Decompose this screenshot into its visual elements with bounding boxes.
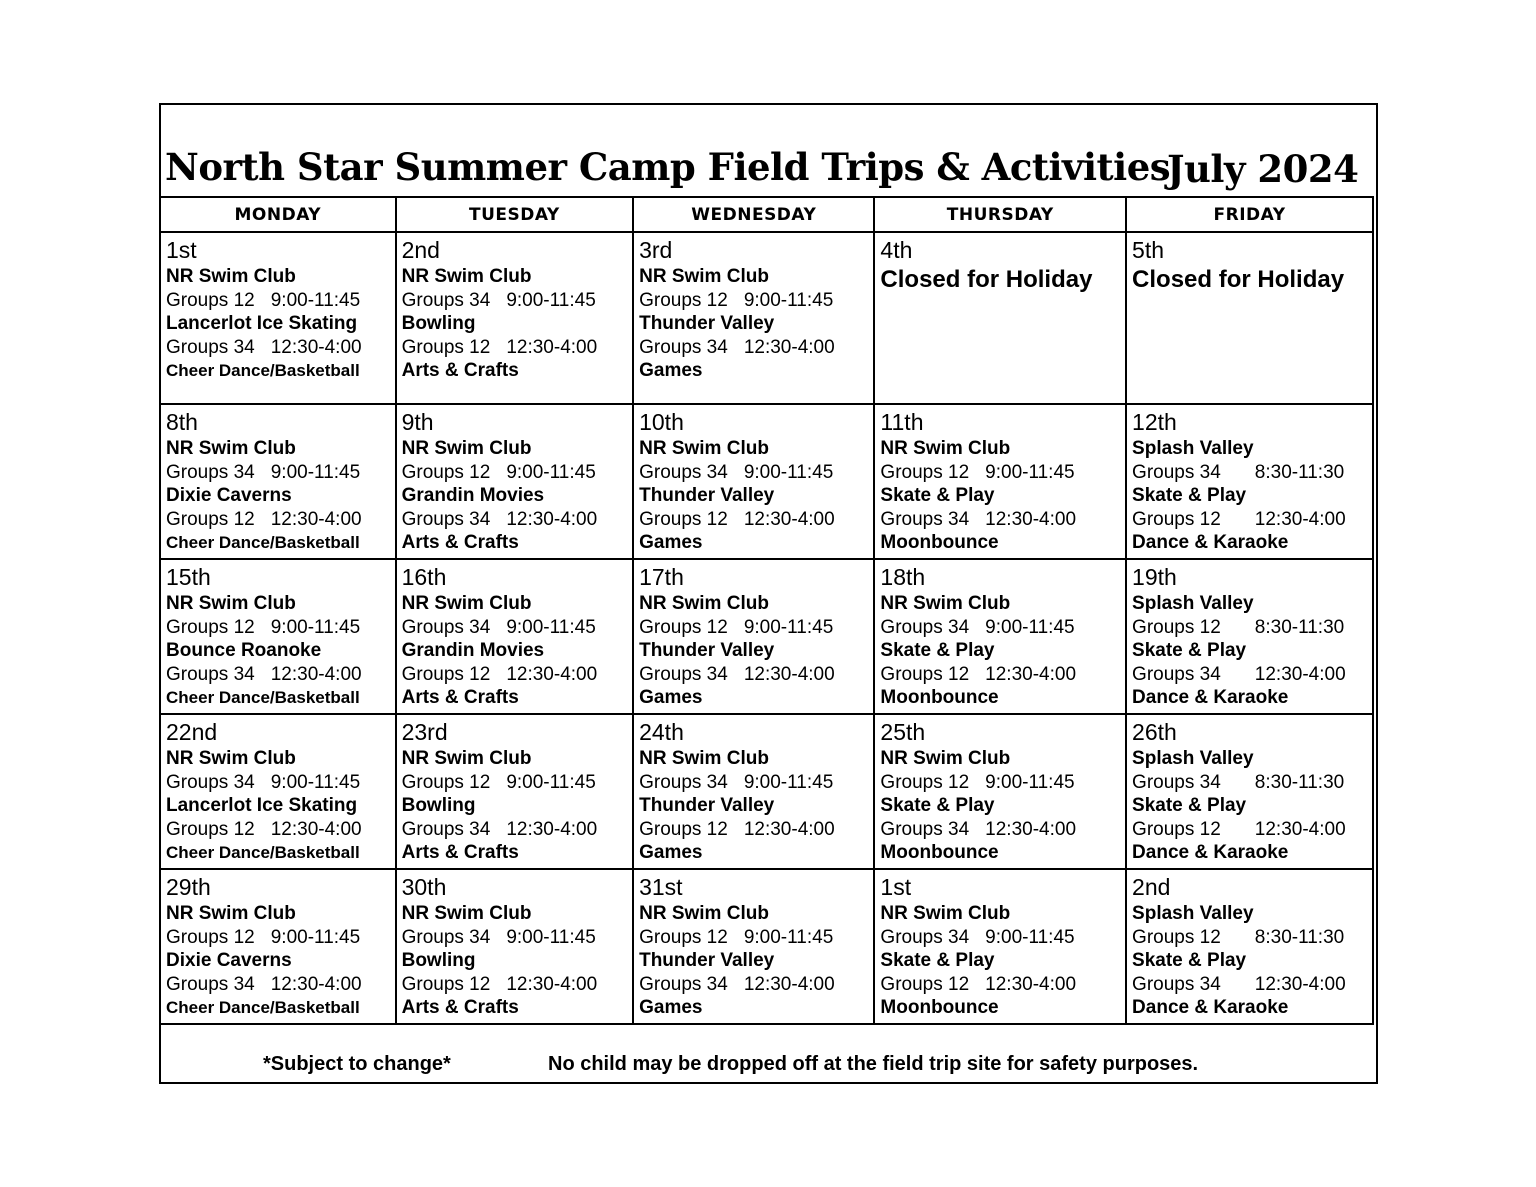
activity-label: Thunder Valley (639, 795, 775, 816)
day-date: 1st (166, 237, 197, 263)
time-range: 12:30-4:00 (985, 508, 1077, 530)
group-schedule (639, 616, 869, 640)
activity-label: Skate & Play (1132, 795, 1247, 816)
time-range: 9:00-11:45 (743, 289, 834, 311)
group-schedule (166, 973, 391, 997)
activity-label: Cheer Dance/Basketball (166, 843, 360, 862)
day-date: 26th (1132, 719, 1177, 745)
time-range: 12:30-4:00 (1254, 818, 1346, 840)
activity-label: Moonbounce (880, 687, 999, 708)
group-schedule (639, 818, 869, 842)
activity-label: Skate & Play (1132, 950, 1247, 971)
activity-label: Arts & Crafts (401, 997, 519, 1018)
activity-label: Games (639, 360, 703, 381)
day-date: 8th (166, 409, 198, 435)
day-date: 22nd (166, 719, 218, 745)
group-label: Groups 12 (880, 973, 970, 995)
group-schedule (402, 616, 629, 640)
group-schedule (166, 461, 391, 485)
week-row (160, 232, 1373, 404)
day-cell (1126, 404, 1373, 559)
time-range: 9:00-11:45 (270, 771, 361, 793)
time-range: 8:30-11:30 (1254, 461, 1345, 483)
group-label: Groups 12 (639, 508, 728, 530)
activity-label: Arts & Crafts (401, 532, 519, 553)
group-schedule (402, 973, 629, 997)
time-range: 9:00-11:45 (743, 771, 834, 793)
holiday-label: Closed for Holiday (1132, 266, 1345, 293)
activity-label: NR Swim Club (880, 748, 1011, 769)
activity-label: Cheer Dance/Basketball (166, 361, 360, 380)
activity-label: Splash Valley (1132, 903, 1254, 924)
activity-label: Skate & Play (880, 795, 995, 816)
time-range: 9:00-11:45 (743, 461, 834, 483)
day-cell (633, 404, 874, 559)
day-date: 31st (639, 874, 683, 900)
activity-label: Bowling (401, 313, 476, 334)
time-range: 9:00-11:45 (506, 926, 596, 948)
group-schedule (1132, 663, 1368, 687)
activity-label: Games (639, 997, 703, 1018)
day-cell (1126, 714, 1373, 869)
group-label: Groups 34 (401, 818, 491, 840)
activity-label: Cheer Dance/Basketball (166, 998, 360, 1017)
day-date: 23rd (401, 719, 448, 745)
group-schedule (880, 616, 1121, 640)
group-label: Groups 12 (401, 663, 491, 685)
group-label: Groups 34 (880, 818, 970, 840)
group-schedule (639, 926, 869, 950)
activity-label: NR Swim Club (639, 748, 769, 769)
day-date: 5th (1132, 237, 1165, 263)
weekday-header-monday: MONDAY (160, 197, 396, 232)
time-range: 12:30-4:00 (506, 663, 598, 685)
group-label: Groups 34 (639, 336, 728, 358)
activity-label: Skate & Play (1132, 485, 1247, 506)
time-range: 8:30-11:30 (1254, 771, 1345, 793)
group-schedule (639, 508, 869, 532)
time-range: 12:30-4:00 (743, 818, 835, 840)
group-schedule (166, 818, 391, 842)
holiday-label: Closed for Holiday (880, 266, 1093, 293)
activity-label: NR Swim Club (401, 593, 532, 614)
group-schedule (1132, 973, 1368, 997)
activity-label: Arts & Crafts (401, 360, 519, 381)
activity-label: Skate & Play (880, 640, 995, 661)
activity-label: Dixie Caverns (166, 950, 292, 971)
group-label: Groups 12 (166, 289, 255, 311)
activity-label: NR Swim Club (880, 438, 1011, 459)
activity-label: Dixie Caverns (166, 485, 292, 506)
group-label: Groups 12 (166, 616, 255, 638)
time-range: 12:30-4:00 (1254, 663, 1346, 685)
group-schedule (402, 926, 629, 950)
activity-label: Bounce Roanoke (166, 640, 322, 661)
activity-label: NR Swim Club (166, 748, 296, 769)
group-label: Groups 34 (1132, 973, 1221, 995)
group-label: Groups 12 (401, 461, 491, 483)
group-label: Groups 34 (880, 926, 970, 948)
group-schedule (166, 616, 391, 640)
group-schedule (880, 771, 1121, 795)
group-schedule (166, 926, 391, 950)
day-cell (633, 232, 874, 404)
day-cell (396, 559, 634, 714)
time-range: 12:30-4:00 (270, 973, 362, 995)
group-schedule (880, 508, 1121, 532)
day-cell (160, 559, 396, 714)
calendar-table (159, 196, 1374, 1025)
group-schedule (166, 508, 391, 532)
group-label: Groups 12 (401, 771, 491, 793)
day-date: 2nd (1132, 874, 1171, 900)
day-cell (1126, 869, 1373, 1024)
day-date: 17th (639, 564, 684, 590)
group-schedule (1132, 461, 1368, 485)
activity-label: NR Swim Club (880, 593, 1011, 614)
time-range: 9:00-11:45 (506, 616, 596, 638)
day-date: 1st (880, 874, 912, 900)
day-date: 9th (401, 409, 434, 435)
group-schedule (639, 336, 869, 360)
safety-note: No child may be dropped off at the field trip site for safety purposes. (548, 1053, 1199, 1075)
group-label: Groups 12 (639, 289, 728, 311)
activity-label: Lancerlot Ice Skating (166, 313, 358, 334)
day-date: 16th (401, 564, 447, 590)
day-date: 12th (1132, 409, 1177, 435)
activity-label: Dance & Karaoke (1132, 687, 1289, 708)
day-cell (160, 232, 396, 404)
day-cell (396, 869, 634, 1024)
activity-label: NR Swim Club (166, 438, 296, 459)
day-date: 24th (639, 719, 684, 745)
group-label: Groups 12 (639, 926, 728, 948)
time-range: 9:00-11:45 (743, 926, 834, 948)
group-schedule (166, 289, 391, 313)
group-label: Groups 12 (1132, 818, 1221, 840)
activity-label: Thunder Valley (639, 950, 775, 971)
weekday-header-row (160, 197, 1373, 232)
group-label: Groups 12 (1132, 616, 1221, 638)
group-schedule (402, 508, 629, 532)
activity-label: NR Swim Club (639, 438, 769, 459)
activity-label: Arts & Crafts (401, 842, 519, 863)
group-label: Groups 34 (1132, 663, 1221, 685)
week-row (160, 559, 1373, 714)
time-range: 12:30-4:00 (270, 508, 362, 530)
activity-label: Skate & Play (880, 950, 995, 971)
time-range: 12:30-4:00 (743, 973, 835, 995)
calendar-body (160, 232, 1373, 1024)
activity-label: Moonbounce (880, 842, 999, 863)
day-cell (633, 559, 874, 714)
group-label: Groups 34 (639, 973, 728, 995)
activity-label: Thunder Valley (639, 485, 775, 506)
group-label: Groups 34 (401, 508, 491, 530)
week-row (160, 714, 1373, 869)
activity-label: Grandin Movies (401, 640, 545, 661)
group-label: Groups 12 (880, 663, 970, 685)
activity-label: NR Swim Club (401, 903, 532, 924)
time-range: 12:30-4:00 (985, 663, 1077, 685)
group-schedule (1132, 616, 1368, 640)
time-range: 9:00-11:45 (743, 616, 834, 638)
activity-label: NR Swim Club (166, 266, 296, 287)
day-cell (160, 869, 396, 1024)
time-range: 9:00-11:45 (506, 771, 596, 793)
activity-label: Arts & Crafts (401, 687, 519, 708)
time-range: 9:00-11:45 (506, 289, 596, 311)
group-schedule (402, 461, 629, 485)
day-date: 18th (880, 564, 926, 590)
day-date: 29th (166, 874, 211, 900)
activity-label: Skate & Play (1132, 640, 1247, 661)
activity-label: NR Swim Club (401, 748, 532, 769)
group-label: Groups 12 (166, 508, 255, 530)
day-cell (874, 714, 1126, 869)
title-row (161, 105, 1376, 197)
day-cell (874, 232, 1126, 404)
time-range: 12:30-4:00 (985, 973, 1077, 995)
activity-label: Cheer Dance/Basketball (166, 688, 360, 707)
day-date: 3rd (639, 237, 673, 263)
group-schedule (1132, 818, 1368, 842)
day-date: 15th (166, 564, 211, 590)
group-schedule (639, 973, 869, 997)
group-schedule (880, 973, 1121, 997)
time-range: 9:00-11:45 (270, 289, 361, 311)
time-range: 8:30-11:30 (1254, 616, 1345, 638)
time-range: 12:30-4:00 (506, 818, 598, 840)
time-range: 9:00-11:45 (506, 461, 596, 483)
time-range: 12:30-4:00 (506, 508, 598, 530)
activity-label: NR Swim Club (401, 438, 532, 459)
group-schedule (402, 336, 629, 360)
activity-label: NR Swim Club (639, 903, 769, 924)
activity-label: Dance & Karaoke (1132, 842, 1289, 863)
day-cell (396, 404, 634, 559)
group-schedule (639, 771, 869, 795)
time-range: 9:00-11:45 (985, 926, 1075, 948)
activity-label: NR Swim Club (166, 593, 296, 614)
activity-label: NR Swim Club (639, 593, 769, 614)
day-cell (1126, 559, 1373, 714)
group-schedule (639, 289, 869, 313)
group-schedule (880, 818, 1121, 842)
group-schedule (402, 818, 629, 842)
group-label: Groups 34 (1132, 771, 1221, 793)
time-range: 12:30-4:00 (270, 336, 362, 358)
day-date: 10th (639, 409, 684, 435)
group-label: Groups 34 (166, 771, 255, 793)
day-cell (160, 714, 396, 869)
activity-label: Games (639, 532, 703, 553)
activity-label: Games (639, 687, 703, 708)
group-label: Groups 34 (166, 336, 255, 358)
day-cell (874, 404, 1126, 559)
group-label: Groups 12 (166, 818, 255, 840)
activity-label: Thunder Valley (639, 313, 775, 334)
weekday-header-wednesday: WEDNESDAY (633, 197, 874, 232)
group-label: Groups 12 (880, 461, 970, 483)
activity-label: Moonbounce (880, 997, 999, 1018)
activity-label: Lancerlot Ice Skating (166, 795, 358, 816)
time-range: 9:00-11:45 (270, 926, 361, 948)
calendar-frame (159, 103, 1378, 1084)
day-date: 25th (880, 719, 926, 745)
day-cell (1126, 232, 1373, 404)
group-label: Groups 34 (880, 616, 970, 638)
activity-label: Games (639, 842, 703, 863)
group-label: Groups 12 (1132, 508, 1221, 530)
weekday-header-tuesday: TUESDAY (396, 197, 634, 232)
group-label: Groups 12 (401, 336, 491, 358)
activity-label: Splash Valley (1132, 748, 1254, 769)
day-date: 11th (880, 409, 924, 435)
group-schedule (166, 663, 391, 687)
time-range: 12:30-4:00 (270, 663, 362, 685)
time-range: 9:00-11:45 (270, 616, 361, 638)
day-cell (633, 869, 874, 1024)
day-cell (874, 559, 1126, 714)
group-label: Groups 12 (639, 818, 728, 840)
subject-to-change-note: *Subject to change* (263, 1053, 451, 1075)
group-label: Groups 12 (1132, 926, 1221, 948)
group-schedule (166, 336, 391, 360)
weekday-header-thursday: THURSDAY (874, 197, 1126, 232)
group-label: Groups 34 (880, 508, 970, 530)
group-schedule (402, 289, 629, 313)
group-label: Groups 34 (639, 663, 728, 685)
time-range: 12:30-4:00 (270, 818, 362, 840)
activity-label: Splash Valley (1132, 593, 1254, 614)
weekday-header-friday: FRIDAY (1126, 197, 1373, 232)
day-cell (396, 714, 634, 869)
time-range: 9:00-11:45 (270, 461, 361, 483)
time-range: 12:30-4:00 (1254, 973, 1346, 995)
activity-label: NR Swim Club (401, 266, 532, 287)
group-schedule (402, 663, 629, 687)
time-range: 9:00-11:45 (985, 771, 1075, 793)
activity-label: NR Swim Club (166, 903, 296, 924)
group-label: Groups 34 (639, 771, 728, 793)
week-row (160, 869, 1373, 1024)
time-range: 9:00-11:45 (985, 461, 1075, 483)
time-range: 8:30-11:30 (1254, 926, 1345, 948)
group-label: Groups 34 (401, 616, 491, 638)
day-date: 4th (880, 237, 913, 263)
group-schedule (880, 663, 1121, 687)
time-range: 12:30-4:00 (506, 336, 598, 358)
activity-label: Bowling (401, 950, 476, 971)
day-cell (633, 714, 874, 869)
group-label: Groups 34 (639, 461, 728, 483)
group-schedule (639, 461, 869, 485)
group-label: Groups 34 (166, 973, 255, 995)
group-schedule (880, 926, 1121, 950)
activity-label: Thunder Valley (639, 640, 775, 661)
group-label: Groups 12 (166, 926, 255, 948)
group-label: Groups 34 (166, 461, 255, 483)
month-label: July 2024 (1167, 147, 1359, 191)
time-range: 9:00-11:45 (985, 616, 1075, 638)
time-range: 12:30-4:00 (743, 336, 835, 358)
day-date: 30th (401, 874, 447, 900)
group-label: Groups 34 (166, 663, 255, 685)
day-date: 19th (1132, 564, 1177, 590)
activity-label: Dance & Karaoke (1132, 997, 1289, 1018)
day-cell (160, 404, 396, 559)
activity-label: Splash Valley (1132, 438, 1254, 459)
group-label: Groups 34 (401, 289, 491, 311)
group-label: Groups 34 (1132, 461, 1221, 483)
group-schedule (402, 771, 629, 795)
activity-label: Cheer Dance/Basketball (166, 533, 360, 552)
time-range: 12:30-4:00 (506, 973, 598, 995)
page-title: North Star Summer Camp Field Trips & Activities (165, 145, 1171, 189)
day-cell (874, 869, 1126, 1024)
group-schedule (639, 663, 869, 687)
week-row (160, 404, 1373, 559)
activity-label: Skate & Play (880, 485, 995, 506)
group-schedule (1132, 771, 1368, 795)
group-schedule (880, 461, 1121, 485)
day-date: 2nd (401, 237, 440, 263)
day-cell (396, 232, 634, 404)
activity-label: Grandin Movies (401, 485, 545, 506)
time-range: 12:30-4:00 (743, 508, 835, 530)
time-range: 12:30-4:00 (985, 818, 1077, 840)
group-label: Groups 12 (880, 771, 970, 793)
group-schedule (1132, 926, 1368, 950)
activity-label: Bowling (401, 795, 476, 816)
group-label: Groups 12 (639, 616, 728, 638)
time-range: 12:30-4:00 (1254, 508, 1346, 530)
time-range: 12:30-4:00 (743, 663, 835, 685)
activity-label: NR Swim Club (639, 266, 769, 287)
group-schedule (1132, 508, 1368, 532)
group-label: Groups 12 (401, 973, 491, 995)
activity-label: NR Swim Club (880, 903, 1011, 924)
group-label: Groups 34 (401, 926, 491, 948)
activity-label: Dance & Karaoke (1132, 532, 1289, 553)
group-schedule (166, 771, 391, 795)
activity-label: Moonbounce (880, 532, 999, 553)
